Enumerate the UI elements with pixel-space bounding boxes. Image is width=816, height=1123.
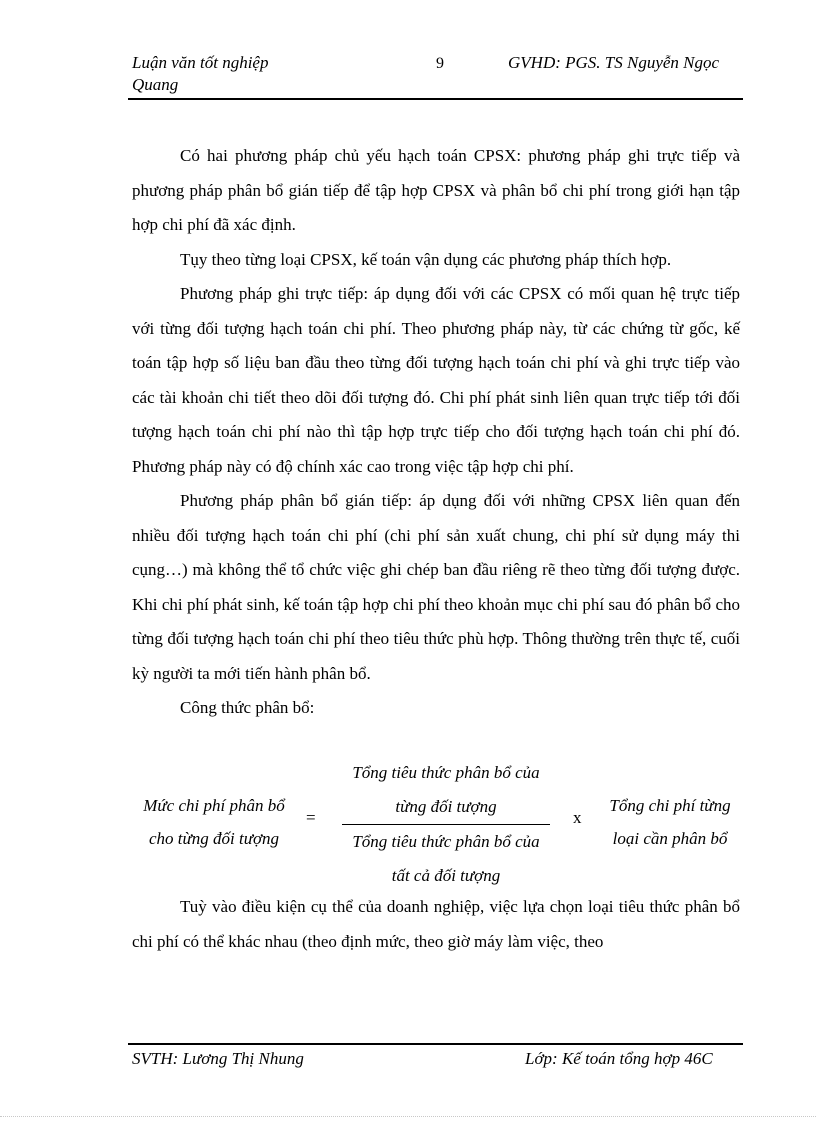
page-number: 9 bbox=[436, 55, 444, 72]
document-body-continued bbox=[132, 890, 740, 959]
formula-times-sign: x bbox=[573, 808, 582, 827]
paragraph: Công thức phân bổ: bbox=[180, 698, 315, 717]
footer-student: SVTH: Lương Thị Nhung bbox=[132, 1049, 304, 1068]
formula-rhs-line2: loại cần phân bổ bbox=[612, 829, 728, 848]
allocation-formula bbox=[130, 756, 742, 886]
document-body bbox=[132, 139, 740, 726]
formula-equals-sign: = bbox=[306, 808, 316, 827]
page-edge-dotted-line bbox=[0, 1116, 816, 1117]
formula-lhs-line2: cho từng đối tượng bbox=[148, 829, 280, 848]
formula-denominator-line2: tất cả đối tượng bbox=[391, 866, 501, 885]
formula-numerator-line1: Tổng tiêu thức phân bổ của bbox=[352, 763, 540, 782]
formula-rhs-line1: Tổng chi phí từng bbox=[609, 796, 731, 815]
header-thesis-label: Luận văn tốt nghiệp bbox=[132, 53, 269, 72]
formula-denominator-line1: Tổng tiêu thức phân bổ của bbox=[352, 832, 540, 851]
paragraph: Tuỳ vào điều kiện cụ thể của doanh nghiệp, việc lựa chọn loại tiêu thức phân bổ chi phí có thể khác nhau (theo định mức, theo giờ máy làm việc, theo bbox=[132, 897, 740, 951]
paragraph: Tụy theo từng loại CPSX, kế toán vận dụng các phương pháp thích hợp. bbox=[180, 249, 672, 269]
paragraph: Phương pháp ghi trực tiếp: áp dụng đối với các CPSX có mối quan hệ trực tiếp với từng đối tượng hạch toán chi phí. Theo phương pháp này, từ các chứng từ gốc, kế toán tập hợp số liệu ban đầu theo từng đối tượng hạch toán chi phí và ghi trực tiếp vào các tài khoản chi tiết theo dõi đối tượng đó. Chi phí phát sinh liên quan trực tiếp tới đối tượng hạch toán chi phí nào thì tập hợp trực tiếp cho đối tượng hạch toán chi phí đó. Phương pháp này có độ chính xác cao trong việc tập hợp chi phí. bbox=[132, 284, 740, 476]
formula-rhs bbox=[598, 789, 742, 855]
header-rule bbox=[128, 98, 743, 100]
formula-fraction bbox=[330, 756, 562, 893]
paragraph: Có hai phương pháp chủ yếu hạch toán CPSX: phương pháp ghi trực tiếp và phương pháp phân bổ gián tiếp để tập hợp CPSX và phân bổ chi phí trong giới hạn tập hợp chi phí đã xác định. bbox=[132, 146, 740, 234]
header-left bbox=[132, 52, 382, 96]
formula-lhs bbox=[130, 789, 298, 855]
header-advisor-surname: Quang bbox=[132, 75, 179, 94]
formula-numerator-line2: từng đối tượng bbox=[395, 797, 497, 816]
paragraph: Phương pháp phân bổ gián tiếp: áp dụng đối với những CPSX liên quan đến nhiều đối tượng hạch toán chi phí (chi phí sản xuất chung, chi phí sử dụng máy thi cụng…) mà không thể tổ chức việc ghi chép ban đầu riêng rẽ theo từng đối tượng được. Khi chi phí phát sinh, kế toán tập hợp chi phí theo khoản mục chi phí sau đó phân bổ cho từng đối tượng hạch toán chi phí theo tiêu thức phù hợp. Thông thường trên thực tế, cuối kỳ người ta mới tiến hành phân bổ. bbox=[132, 491, 740, 683]
header-advisor: GVHD: PGS. TS Nguyễn Ngọc bbox=[508, 53, 720, 72]
footer-rule bbox=[128, 1043, 743, 1045]
footer-class: Lớp: Kế toán tổng hợp 46C bbox=[525, 1049, 713, 1068]
formula-lhs-line1: Mức chi phí phân bổ bbox=[143, 796, 285, 815]
